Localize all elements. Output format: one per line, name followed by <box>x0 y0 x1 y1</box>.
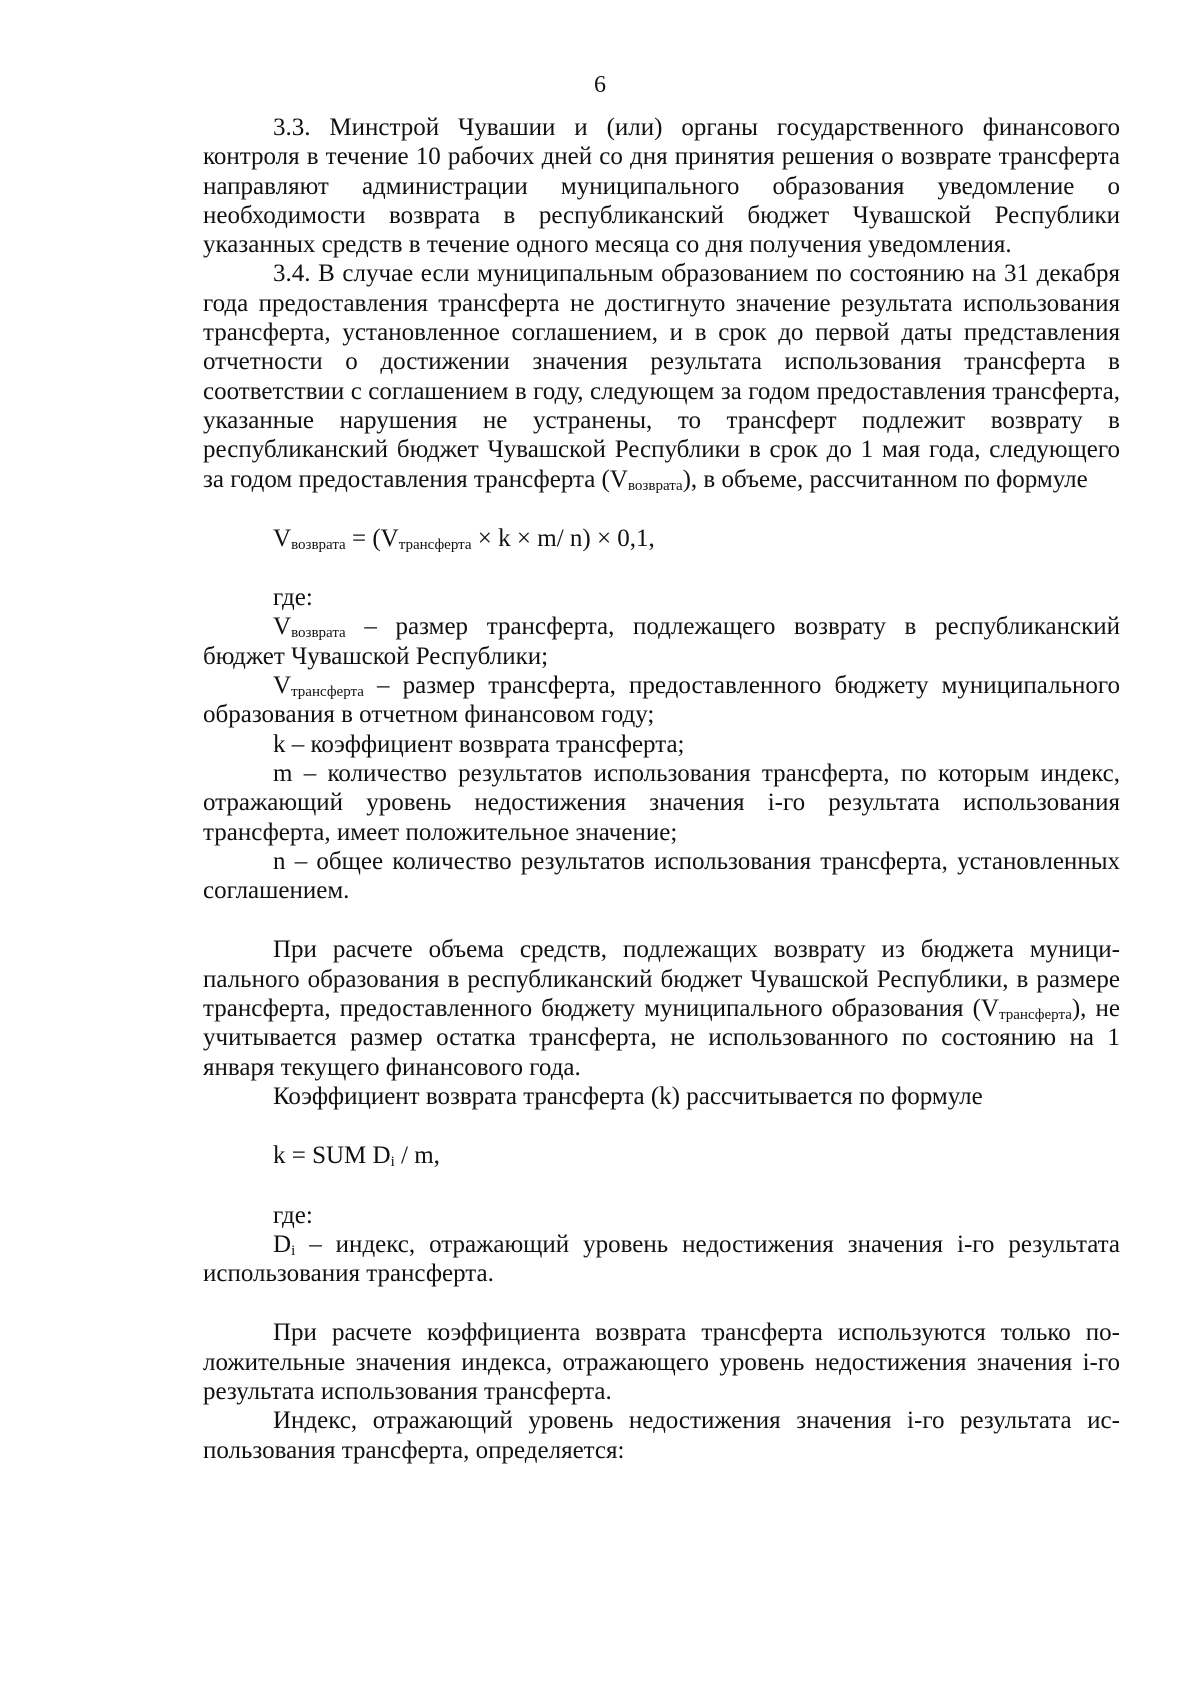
formula2-sub-i: i <box>390 1154 395 1171</box>
definition-v-transferta <box>203 671 1120 730</box>
formula1-tail: × k × m/ n) × 0,1, <box>471 524 655 552</box>
formula2-a: k = SUM D <box>273 1142 391 1170</box>
formula2-b: / m, <box>394 1142 440 1170</box>
def-d-letter: D <box>273 1230 292 1258</box>
def1-v: V <box>273 613 292 641</box>
formula-k <box>203 1141 1120 1170</box>
calc-text-a: При расчете объема средств, подлежащих возврату из бюджета муниципального образования в республиканский бюджет Чувашской Республики, в размере трансферта, предоставленного бюджету муниципального образования (V <box>203 936 1120 1023</box>
page-number: 6 <box>594 72 606 98</box>
definition-m: m – количество результатов использования трансферта, по которым индекс, отражающий уровень недостижения значения i-го результата использования трансферта, имеет положительное значение; <box>203 759 1120 846</box>
definition-d <box>203 1230 1120 1289</box>
paragraph-3-4-text-b: ), в объеме, рассчитанном по формуле <box>682 465 1088 493</box>
definition-v-vozvrata <box>203 612 1120 671</box>
formula1-sub-vozvrata: возврата <box>291 536 346 553</box>
paragraph-positive-values: При расчете коэффициента возврата трансферта используются только положительные значения индекса, отражающего уровень недостижения значения i-го результата использования трансферта. <box>203 1319 1120 1405</box>
paragraph-calculation <box>203 935 1120 1081</box>
formula-v-vozvrata <box>203 524 1120 553</box>
paragraph-index: Индекс, отражающий уровень недостижения значения i-го результата использования трансферта, определяется: <box>203 1407 1120 1464</box>
formula1-v: V <box>273 524 292 552</box>
paragraph-3-3: 3.3. Минстрой Чувашии и (или) органы государственного финансового контроля в течение 10 рабочих дней со дня принятия решения о возврате трансферта направляют администрации муниципального образования уведомление о необходимости возврата в республиканский бюджет Чувашской Республики указанных средств в течение одного месяца со дня получения уведомления. <box>203 114 1120 259</box>
definition-k: k – коэффициент возврата трансферта; <box>273 730 685 758</box>
paragraph-3-4 <box>203 259 1120 493</box>
calc-sub-transferta: трансферта <box>999 1007 1072 1024</box>
def1-sub-vozvrata: возврата <box>291 625 346 642</box>
calc-text-b: ), не учитывается размер остатка трансферта, не использованного по состоянию на 1 января текущего финансового года. <box>203 995 1120 1081</box>
paragraph-3-4-text-a: 3.4. В случае если муниципальным образованием по состоянию на 31 декабря года предоставления трансферта не достигнуто значение результата использования трансферта, установленное соглашением, и в срок до первой даты представления отчетности о достижении значения результата использования трансферта в соответствии с соглашением в году, следующем за годом предоставления трансферта, указанные нарушения не устранены, то трансферт подлежит возврату в республиканский бюджет Чувашской Республики в срок до 1 мая года, следующего за годом предоставления трансферта (V <box>203 260 1120 493</box>
def-d-text: – индекс, отражающий уровень недостижения значения i-го результата использования трансферта. <box>203 1230 1120 1288</box>
where-label-1: где: <box>273 584 313 612</box>
def1-text: – размер трансферта, подлежащего возврату в республиканский бюджет Чувашской Республики; <box>203 613 1120 670</box>
where-label-2: где: <box>273 1201 313 1229</box>
subscript-vozvrata: возврата <box>627 477 683 494</box>
def2-text: – размер трансферта, предоставленного бюджету муниципального образования в отчетном финансовом году; <box>203 672 1120 729</box>
paragraph-coefficient: Коэффициент возврата трансферта (k) рассчитывается по формуле <box>273 1082 983 1110</box>
definition-n: n – общее количество результатов использования трансферта, установленных соглашением. <box>203 847 1120 905</box>
def2-sub-transferta: трансферта <box>291 684 364 701</box>
def-d-sub-i: i <box>291 1242 296 1259</box>
document-body <box>203 113 1120 1465</box>
formula1-eq: = (V <box>345 524 399 552</box>
def2-v: V <box>273 672 292 700</box>
formula1-sub-transferta: трансферта <box>398 536 472 553</box>
